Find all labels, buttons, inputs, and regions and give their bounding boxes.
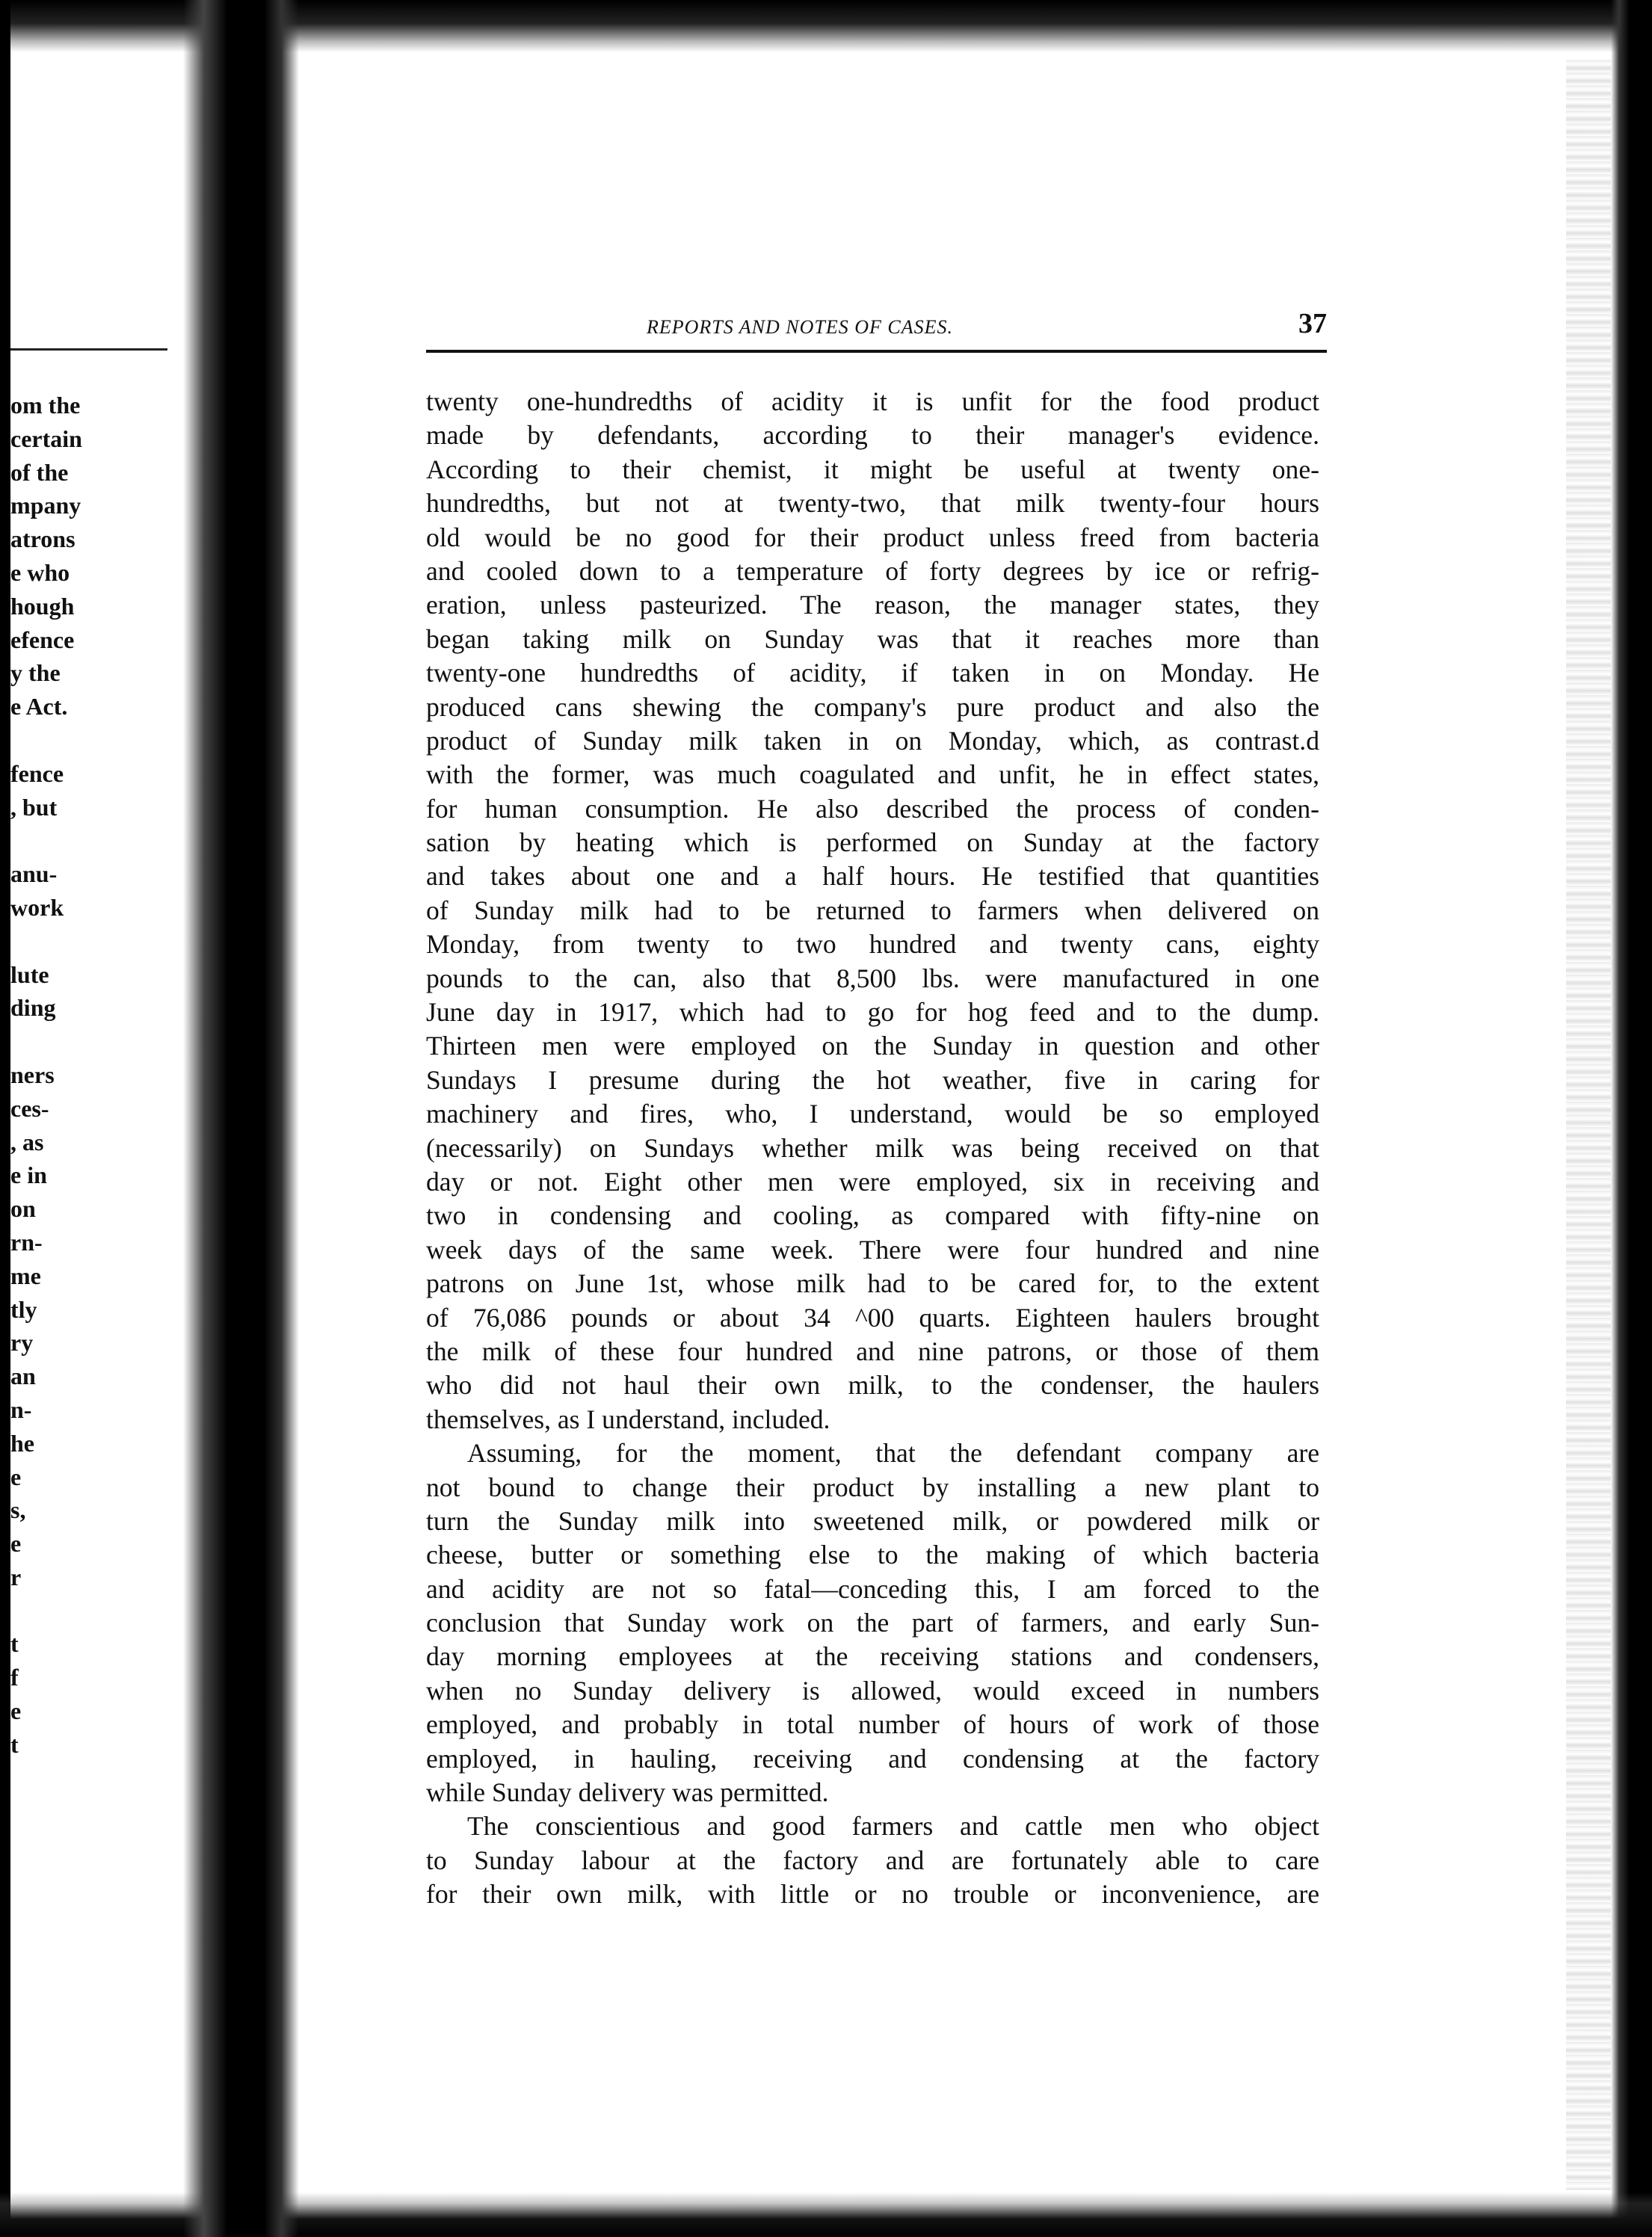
left-fragment-line: e who bbox=[10, 558, 70, 586]
text-line: not bound to change their product by installing a new plant to bbox=[426, 1472, 1319, 1502]
left-fragment-line: hough bbox=[10, 592, 75, 620]
text-line: two in condensing and cooling, as compared with fifty-nine on bbox=[426, 1200, 1319, 1231]
text-line: when no Sunday delivery is allowed, would exceed in numbers bbox=[426, 1675, 1319, 1706]
text-line: twenty-one hundredths of acidity, if taken in on Monday. He bbox=[426, 658, 1319, 688]
left-page-fragment bbox=[10, 389, 182, 1828]
text-line: Sundays I presume during the hot weather, five in caring for bbox=[426, 1064, 1319, 1095]
text-line: to Sunday labour at the factory and are fortunately able to care bbox=[426, 1845, 1319, 1875]
text-line: patrons on June 1st, whose milk had to be cared for, to the extent bbox=[426, 1268, 1319, 1299]
text-line: June day in 1917, which had to go for hog feed and to the dump. bbox=[426, 997, 1319, 1028]
left-fragment-line: tly bbox=[10, 1295, 37, 1323]
left-fragment-line: anu- bbox=[10, 860, 58, 888]
left-fragment-line: me bbox=[10, 1262, 41, 1289]
text-line: who did not haul their own milk, to the condenser, the haulers bbox=[426, 1370, 1319, 1401]
left-fragment-line: y the bbox=[10, 659, 61, 687]
text-line: while Sunday delivery was permitted. bbox=[426, 1777, 829, 1808]
left-fragment-line bbox=[10, 1762, 182, 1795]
text-line: Thirteen men were employed on the Sunday in question and other bbox=[426, 1031, 1319, 1061]
scan-border-left bbox=[0, 0, 10, 2237]
text-line: Monday, from twenty to two hundred and twenty cans, eighty bbox=[426, 929, 1319, 960]
left-fragment-line: efence bbox=[10, 626, 75, 653]
text-line: made by defendants, according to their manager's evidence. bbox=[426, 420, 1319, 451]
text-line: According to their chemist, it might be useful at twenty one- bbox=[426, 454, 1319, 484]
text-line: employed, in hauling, receiving and condensing at the factory bbox=[426, 1743, 1319, 1774]
left-fragment-line: s, bbox=[10, 1496, 26, 1524]
text-line: day morning employees at the receiving stations and condensers, bbox=[426, 1641, 1319, 1672]
left-fragment-line: om the bbox=[10, 392, 81, 419]
left-fragment-line: rn- bbox=[10, 1228, 43, 1256]
left-fragment-line bbox=[10, 925, 182, 958]
left-fragment-line bbox=[10, 1795, 182, 1828]
left-fragment-line: ding bbox=[10, 994, 56, 1022]
text-line: and takes about one and a half hours. He testified that quantities bbox=[426, 861, 1319, 892]
left-fragment-line: ces- bbox=[10, 1094, 49, 1122]
left-fragment-line: t bbox=[10, 1730, 19, 1758]
left-fragment-line: fence bbox=[10, 759, 64, 787]
text-line: twenty one-hundredths of acidity it is unfit for the food product bbox=[426, 386, 1319, 416]
text-line: turn the Sunday milk into sweetened milk, or powdered milk or bbox=[426, 1505, 1319, 1536]
left-fragment-line: f bbox=[10, 1664, 19, 1691]
text-line: (necessarily) on Sundays whether milk was being received on that bbox=[426, 1132, 1319, 1163]
page-number: 37 bbox=[1298, 308, 1327, 339]
left-fragment-line: ners bbox=[10, 1061, 55, 1088]
left-fragment-line: e bbox=[10, 1463, 22, 1490]
left-fragment-line bbox=[10, 1594, 182, 1628]
left-fragment-line: ry bbox=[10, 1329, 34, 1357]
text-line: machinery and fires, who, I understand, would be so employed bbox=[426, 1099, 1319, 1129]
text-line: old would be no good for their product unless freed from bacteria bbox=[426, 522, 1319, 552]
left-fragment-line: mpany bbox=[10, 492, 81, 519]
text-line: for human consumption. He also described the process of conden- bbox=[426, 793, 1319, 824]
text-line: week days of the same week. There were four hundred and nine bbox=[426, 1234, 1319, 1265]
left-fragment-line: work bbox=[10, 893, 64, 921]
left-fragment-line: on bbox=[10, 1195, 36, 1223]
left-page-rule bbox=[10, 348, 167, 351]
text-line: product of Sunday milk taken in on Monday, which, as contrast.d bbox=[426, 725, 1319, 756]
book-gutter-shadow bbox=[183, 0, 299, 2237]
left-fragment-line: e bbox=[10, 1530, 22, 1558]
text-line: pounds to the can, also that 8,500 lbs. were manufactured in one bbox=[426, 963, 1319, 993]
left-fragment-line: he bbox=[10, 1429, 34, 1457]
text-line: began taking milk on Sunday was that it reaches more than bbox=[426, 623, 1319, 654]
text-line: sation by heating which is performed on Sunday at the factory bbox=[426, 827, 1319, 858]
text-line: the milk of these four hundred and nine patrons, or those of them bbox=[426, 1336, 1319, 1366]
left-fragment-line: , as bbox=[10, 1128, 44, 1155]
left-fragment-line: an bbox=[10, 1363, 36, 1390]
text-line: and acidity are not so fatal—conceding this, I am forced to the bbox=[426, 1573, 1319, 1604]
left-fragment-line: e in bbox=[10, 1161, 47, 1189]
left-fragment-line bbox=[10, 723, 182, 757]
scan-border-right bbox=[1611, 0, 1652, 2237]
left-fragment-line: t bbox=[10, 1630, 19, 1658]
left-fragment-line: e bbox=[10, 1697, 22, 1725]
text-line: with the former, was much coagulated and unfit, he in effect states, bbox=[426, 759, 1319, 790]
text-line: for their own milk, with little or no trouble or inconvenience, are bbox=[426, 1879, 1319, 1910]
text-line: of 76,086 pounds or about 34 ^00 quarts. Eighteen haulers brought bbox=[426, 1302, 1319, 1333]
text-line: and cooled down to a temperature of forty degrees by ice or refrig- bbox=[426, 555, 1319, 586]
text-line: conclusion that Sunday work on the part of farmers, and early Sun- bbox=[426, 1608, 1319, 1638]
left-fragment-line: r bbox=[10, 1563, 22, 1590]
left-fragment-line bbox=[10, 1025, 182, 1058]
left-fragment-line: of the bbox=[10, 458, 69, 486]
text-line: hundredths, but not at twenty-two, that milk twenty-four hours bbox=[426, 488, 1319, 519]
left-fragment-line: atrons bbox=[10, 525, 75, 553]
text-line: themselves, as I understand, included. bbox=[426, 1404, 830, 1434]
text-line: Assuming, for the moment, that the defendant company are bbox=[467, 1438, 1319, 1469]
left-fragment-line: lute bbox=[10, 960, 49, 988]
text-line: cheese, butter or something else to the making of which bacteria bbox=[426, 1540, 1319, 1570]
text-line: produced cans shewing the company's pure product and also the bbox=[426, 691, 1319, 722]
text-line: day or not. Eight other men were employed, six in receiving and bbox=[426, 1166, 1319, 1197]
text-line: employed, and probably in total number of hours of work of those bbox=[426, 1709, 1319, 1740]
header-rule bbox=[426, 350, 1327, 353]
left-fragment-line: certain bbox=[10, 425, 82, 452]
left-fragment-line: e Act. bbox=[10, 693, 68, 721]
scan-speckle bbox=[1566, 60, 1611, 2190]
page-header bbox=[426, 310, 1327, 348]
body-text bbox=[426, 385, 1319, 1912]
text-line: eration, unless pasteurized. The reason, the manager states, they bbox=[426, 590, 1319, 620]
left-fragment-line bbox=[10, 824, 182, 857]
left-fragment-line: , but bbox=[10, 793, 58, 821]
text-line: of Sunday milk had to be returned to farmers when delivered on bbox=[426, 895, 1319, 925]
left-fragment-line: n- bbox=[10, 1395, 32, 1423]
running-head: REPORTS AND NOTES OF CASES. bbox=[647, 316, 954, 338]
text-line: The conscientious and good farmers and cattle men who object bbox=[467, 1811, 1319, 1842]
